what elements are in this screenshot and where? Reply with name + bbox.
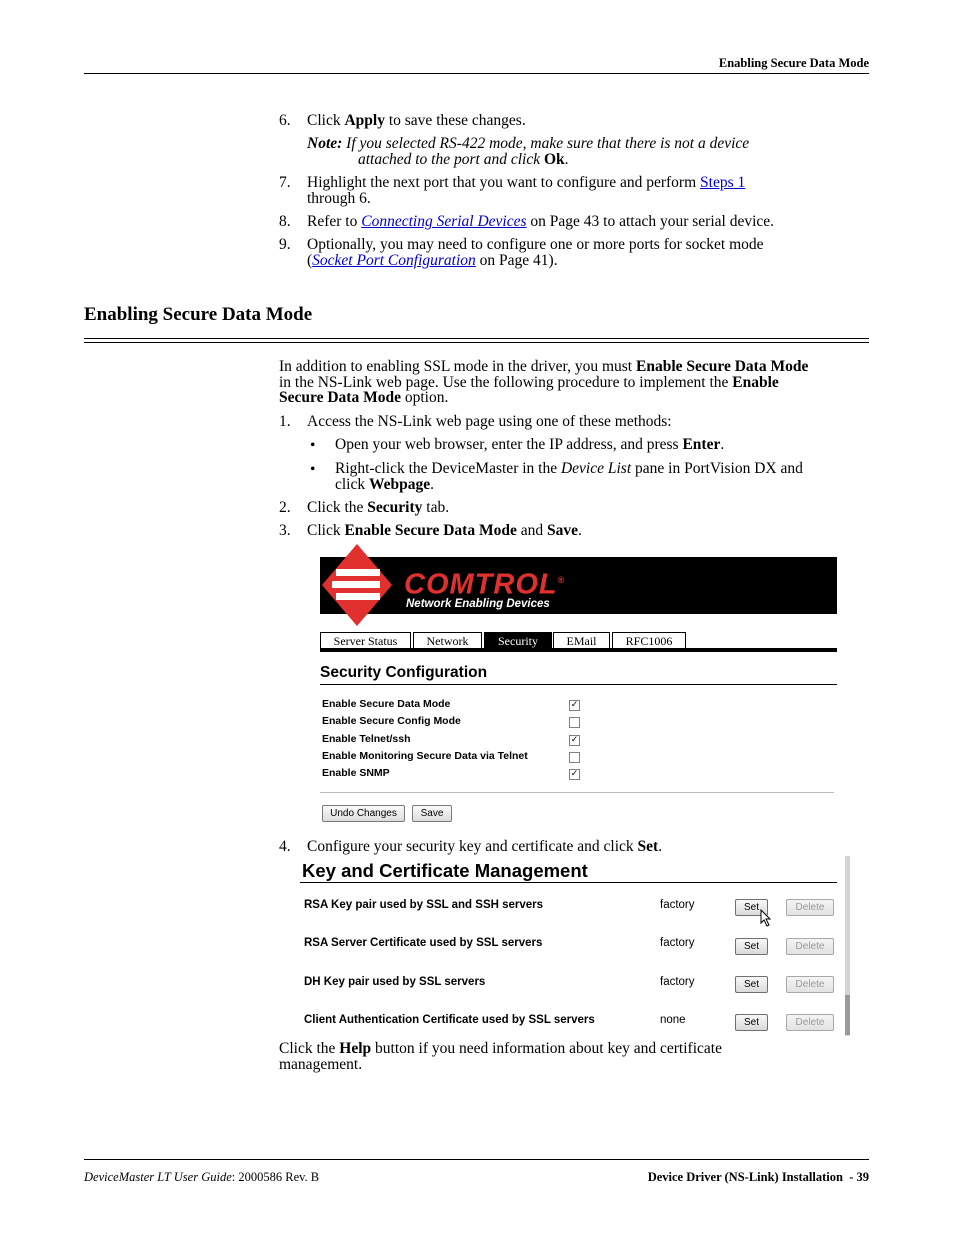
mouse-cursor-icon <box>760 909 772 927</box>
delete-button[interactable]: Delete <box>786 899 834 916</box>
steps-1-link[interactable]: Steps 1 <box>700 174 746 191</box>
option-label: Enable Telnet/ssh <box>322 733 411 745</box>
section-rule-bottom <box>84 342 869 343</box>
step-number: 1. <box>279 413 291 430</box>
step-1-text: Access the NS-Link web page using one of these methods: <box>307 413 672 430</box>
footer-left: DeviceMaster LT User Guide: 2000586 Rev. B <box>84 1170 320 1184</box>
note-line-1: If you selected RS-422 mode, make sure that there is not a device <box>346 135 750 152</box>
set-button[interactable]: Set <box>735 976 768 993</box>
step-6-text: Click Apply to save these changes. <box>307 112 526 129</box>
header-rule <box>84 73 869 74</box>
step-number: 3. <box>279 522 291 539</box>
key-row-label: RSA Server Certificate used by SSL servers <box>304 937 543 949</box>
step-number: 7. <box>279 174 291 191</box>
note-label: Note: <box>307 135 343 152</box>
bullet-mark: • <box>310 461 316 478</box>
footer-rule <box>84 1159 869 1160</box>
bullet-mark: • <box>310 437 316 454</box>
step-2-text: Click the Security tab. <box>307 499 450 516</box>
footer-right: Device Driver (NS-Link) Installation - 39 <box>647 1170 869 1184</box>
enable-secure-config-mode-checkbox[interactable] <box>569 717 580 728</box>
key-row-label: DH Key pair used by SSL servers <box>304 976 486 988</box>
step-8-text: Refer to Connecting Serial Devices on Page 43 to attach your serial device. <box>307 213 775 230</box>
delete-button[interactable]: Delete <box>786 938 834 955</box>
delete-button[interactable]: Delete <box>786 976 834 993</box>
step-3-text: Click Enable Secure Data Mode and Save. <box>307 522 582 539</box>
option-label: Enable SNMP <box>322 767 390 779</box>
tab-email[interactable]: EMail <box>553 632 610 650</box>
section-heading: Enabling Secure Data Mode <box>84 304 313 325</box>
option-label: Enable Monitoring Secure Data via Telnet <box>322 750 528 762</box>
intro-paragraph: In addition to enabling SSL mode in the driver, you must Enable Secure Data Mode in the NS-Link web page. Use the following procedure to implement the Enable Secure Data Mode option. <box>279 358 809 406</box>
comtrol-brand: COMTROL® <box>404 568 566 601</box>
tab-security[interactable]: Security <box>484 632 552 650</box>
set-button[interactable]: Set <box>735 899 768 916</box>
step-number: 6. <box>279 112 291 129</box>
step-number: 9. <box>279 236 291 253</box>
socket-port-configuration-link[interactable]: Socket Port Configuration <box>312 252 476 269</box>
step-7-text: Highlight the next port that you want to configure and perform Steps 1 through 6. <box>307 174 746 207</box>
running-header: Enabling Secure Data Mode <box>718 56 869 70</box>
note-block: Note: If you selected RS-422 mode, make sure that there is not a device attached to the port and click Ok. <box>307 135 750 168</box>
undo-changes-button[interactable]: Undo Changes <box>322 805 405 822</box>
section-rule-top <box>84 338 869 339</box>
step-number: 4. <box>279 838 291 855</box>
option-label: Enable Secure Config Mode <box>322 715 461 727</box>
key-row-value: factory <box>660 976 695 988</box>
set-button[interactable]: Set <box>735 1014 768 1031</box>
tab-rfc1006[interactable]: RFC1006 <box>612 632 686 650</box>
options-divider <box>320 792 834 793</box>
security-title-rule <box>320 684 837 685</box>
comtrol-tagline: Network Enabling Devices <box>406 598 550 610</box>
closing-paragraph: Click the Help button if you need information about key and certificate management. <box>279 1040 722 1073</box>
step-number: 2. <box>279 499 291 516</box>
key-row-label: Client Authentication Certificate used by SSL servers <box>304 1014 595 1026</box>
tab-network[interactable]: Network <box>413 632 482 650</box>
enable-monitoring-checkbox[interactable] <box>569 752 580 763</box>
key-mgmt-rule <box>300 882 837 883</box>
set-button[interactable]: Set <box>735 938 768 955</box>
comtrol-logo-icon <box>322 544 392 626</box>
save-button[interactable]: Save <box>412 805 452 822</box>
connecting-serial-devices-link[interactable]: Connecting Serial Devices <box>361 213 527 230</box>
scrollbar-thumb[interactable] <box>845 995 850 1035</box>
key-mgmt-title: Key and Certificate Management <box>302 860 588 881</box>
enable-secure-data-mode-checkbox[interactable]: ✓ <box>570 700 579 710</box>
step-9-text: Optionally, you may need to configure one or more ports for socket mode (Socket Port Configuration on Page 41). <box>307 236 764 269</box>
enable-snmp-checkbox[interactable]: ✓ <box>570 769 579 779</box>
step-4-text: Configure your security key and certificate and click Set. <box>307 838 663 855</box>
step-number: 8. <box>279 213 291 230</box>
tab-underline <box>320 648 837 652</box>
key-row-value: factory <box>660 899 695 911</box>
delete-button[interactable]: Delete <box>786 1014 834 1031</box>
bullet-2-text: Right-click the DeviceMaster in the Device List pane in PortVision DX and click Webpage. <box>335 460 803 493</box>
comtrol-banner <box>320 557 837 614</box>
option-label: Enable Secure Data Mode <box>322 698 451 710</box>
security-config-title: Security Configuration <box>320 664 488 681</box>
key-row-value: none <box>660 1014 686 1026</box>
bullet-1-text: Open your web browser, enter the IP address, and press Enter. <box>335 436 725 453</box>
key-row-value: factory <box>660 937 695 949</box>
key-row-label: RSA Key pair used by SSL and SSH servers <box>304 899 544 911</box>
enable-telnet-ssh-checkbox[interactable]: ✓ <box>570 735 579 745</box>
tab-server-status[interactable]: Server Status <box>320 632 411 650</box>
